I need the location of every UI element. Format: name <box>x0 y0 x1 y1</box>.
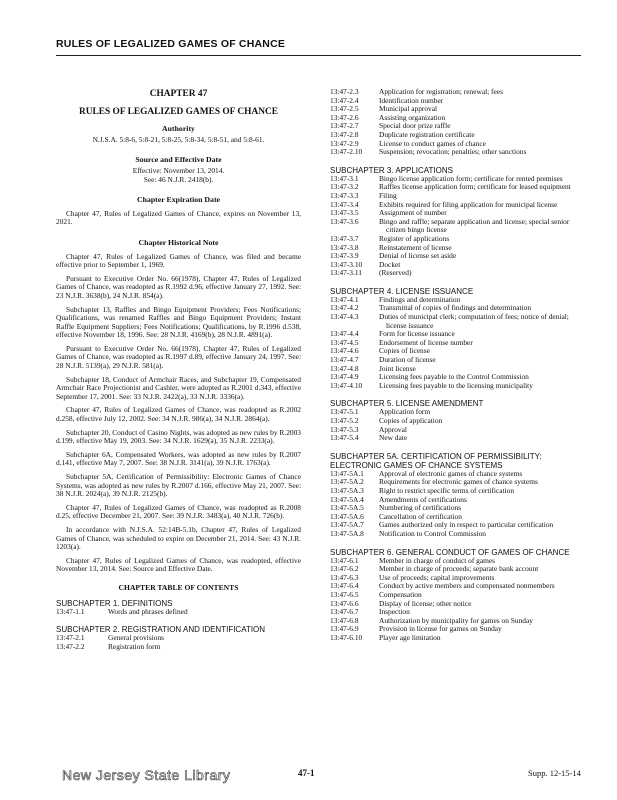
source-heading: Source and Effective Date <box>135 155 222 165</box>
subchapter-heading: SUBCHAPTER 6. GENERAL CONDUCT OF GAMES OF CHANCE <box>330 547 570 557</box>
section-title: Form for license issuance <box>379 329 455 339</box>
section-number: 13:47-5.3 <box>330 424 359 434</box>
toc-entry <box>330 530 582 539</box>
section-title: Notification to Control Commission <box>379 528 486 538</box>
page-number: 47-1 <box>298 768 315 778</box>
header-rule <box>56 55 581 56</box>
expiration-text: Chapter 47, Rules of Legalized Games of Chance, expires on November 13, 2021. <box>56 208 301 227</box>
section-title: Member in charge of conduct of games <box>379 555 496 565</box>
section-number: 13:47-5A.8 <box>330 528 364 538</box>
section-title: Display of license; other notice <box>379 598 472 608</box>
section-number: 13:47-3.1 <box>330 173 359 183</box>
toc-entry <box>330 434 582 443</box>
section-number: 13:47-6.2 <box>330 564 359 574</box>
section-number: 13:47-6.8 <box>330 615 359 625</box>
history-paragraph: In accordance with N.J.S.A. 52:14B-5.1b, Chapter 47, Rules of Legalized Games of Chance, was scheduled to expire on December 21, 2014. See: 43 N.J.R. 1203(a). <box>56 524 301 552</box>
section-number: 13:47-2.3 <box>330 87 359 96</box>
section-number: 13:47-6.5 <box>330 589 359 599</box>
right-column <box>330 88 582 642</box>
left-column <box>56 88 301 651</box>
authority-text: N.J.S.A. 5:8-6, 5:8-21, 5:8-25, 5:8-34, 5:8-51, and 5:8-61. <box>92 134 265 144</box>
section-title: Games authorized only in respect to particular certification <box>379 520 554 530</box>
section-title: Use of proceeds; capital improvements <box>379 572 495 582</box>
section-number: 13:47-5.2 <box>330 416 359 425</box>
section-number: 13:47-5A.5 <box>330 503 364 513</box>
toc-entry <box>56 643 301 652</box>
section-number: 13:47-5A.3 <box>330 485 364 495</box>
section-title: Exhibits required for filing application for municipal license <box>379 199 558 209</box>
section-title: Joint license <box>379 363 416 373</box>
subchapter-heading: SUBCHAPTER 5A. CERTIFICATION OF PERMISSIBILITY: ELECTRONIC GAMES OF CHANCE SYSTEMS <box>330 451 542 470</box>
section-title: Words and phrases defined <box>108 606 188 616</box>
section-title: Raffles license application form; certificate for leased equipment <box>379 182 571 192</box>
history-paragraph: Pursuant to Executive Order No. 66(1978), Chapter 47, Rules of Legalized Games of Chance, was readopted as R.1997 d.89, effective January 24, 1997. See: 28 N.J.R. 5139(a), 29 N.J.R. 581(a). <box>56 343 301 371</box>
section-title: Copies of license <box>379 346 430 356</box>
section-number: 13:47-3.3 <box>330 190 359 200</box>
section-title: Identification number <box>379 95 444 105</box>
section-number: 13:47-3.9 <box>330 251 359 261</box>
library-watermark: New Jersey State Library <box>62 767 231 783</box>
section-number: 13:47-5A.1 <box>330 468 364 478</box>
toc-entry <box>330 382 582 391</box>
section-number: 13:47-4.2 <box>330 303 359 313</box>
section-title: Numbering of certifications <box>379 503 462 513</box>
section-title: Duties of municipal clerk; computation of fees; notice of denial; license issuance <box>379 312 569 330</box>
section-number: 13:47-5.1 <box>330 407 359 417</box>
toc-entry <box>330 252 582 261</box>
section-number: 13:47-3.11 <box>330 268 362 278</box>
toc-entry <box>330 356 582 365</box>
toc-entry <box>56 634 301 643</box>
section-title: Docket <box>379 259 401 269</box>
history-paragraph: Subchapter 5A, Certification of Permissibility: Electronic Games of Chance Systems, was adopted as new rules by R.2007 d.166, effective May 21, 2007. See: 38 N.J.R. 2024(a), 39 N.J.R. 2125(b). <box>56 472 301 499</box>
chapter-number: CHAPTER 47 <box>149 89 208 99</box>
section-title: Player age limitation <box>379 632 441 642</box>
section-title: Amendments of certifications <box>379 494 467 504</box>
history-paragraph: Chapter 47, Rules of Legalized Games of Chance, was readopted as R.2002 d.258, effective July 12, 2002. See: 34 N.J.R. 986(a), 34 N.J.R. 2864(a). <box>56 405 301 424</box>
toc-heading: CHAPTER TABLE OF CONTENTS <box>118 582 239 592</box>
history-paragraph: Subchapter 6A, Compensated Workers, was adopted as new rules by R.2007 d.141, effective May 7, 2007. See: 38 N.J.R. 3141(a), 39 N.J.R. 1763(a). <box>56 449 301 468</box>
section-title: Endorsement of license number <box>379 337 473 347</box>
toc-entry <box>330 582 582 591</box>
section-number: 13:47-2.1 <box>56 633 85 643</box>
section-number: 13:47-4.5 <box>330 337 359 347</box>
section-number: 13:47-4.10 <box>330 380 363 390</box>
toc-entry <box>330 417 582 426</box>
toc-entry <box>330 148 582 157</box>
section-title: Special door prize raffle <box>379 121 451 131</box>
history-heading: Chapter Historical Note <box>138 237 219 247</box>
section-number: 13:47-6.9 <box>330 624 359 634</box>
toc-entry <box>330 183 582 192</box>
section-title: Licensing fees payable to the Control Commission <box>379 372 529 382</box>
section-number: 13:47-2.10 <box>330 147 363 157</box>
toc-entry <box>330 625 582 634</box>
section-number: 13:47-3.4 <box>330 199 359 209</box>
section-title: License to conduct games of chance <box>379 138 486 148</box>
section-title: Licensing fees payable to the licensing municipality <box>379 380 533 390</box>
section-number: 13:47-4.6 <box>330 346 359 356</box>
section-number: 13:47-4.4 <box>330 329 359 339</box>
section-number: 13:47-5A.4 <box>330 494 364 504</box>
section-number: 13:47-3.2 <box>330 182 359 192</box>
section-number: 13:47-6.3 <box>330 572 359 582</box>
history-paragraph: Chapter 47, Rules of Legalized Games of Chance, was readopted as R.2008 d.25, effective December 21, 2007. See: 39 N.J.R. 3483(a), 40 N.J.R. 726(b). <box>56 502 301 521</box>
section-number: 13:47-2.9 <box>330 138 359 148</box>
section-number: 13:47-4.8 <box>330 363 359 373</box>
toc-entry <box>330 634 582 643</box>
section-title: Assisting organization <box>379 112 446 122</box>
toc-entry <box>330 105 582 114</box>
section-number: 13:47-6.1 <box>330 555 359 565</box>
section-title: Approval <box>379 424 407 434</box>
section-number: 13:47-6.6 <box>330 598 359 608</box>
section-title: Provision in license for games on Sunday <box>379 624 502 634</box>
toc-entry <box>330 218 582 235</box>
section-title: Conduct by active members and compensated nonmembers <box>379 581 555 591</box>
section-title: Municipal approval <box>379 104 438 114</box>
toc-entry <box>330 347 582 356</box>
toc-entry <box>330 88 582 97</box>
section-number: 13:47-2.5 <box>330 104 359 114</box>
section-number: 13:47-4.9 <box>330 372 359 382</box>
toc-entry <box>330 426 582 435</box>
toc-entry <box>330 244 582 253</box>
section-title: General provisions <box>108 633 165 643</box>
section-number: 13:47-3.10 <box>330 259 363 269</box>
toc-entry <box>330 600 582 609</box>
subchapter-heading: SUBCHAPTER 2. REGISTRATION AND IDENTIFICATION <box>56 625 266 635</box>
running-head: RULES OF LEGALIZED GAMES OF CHANCE <box>56 38 286 50</box>
toc-entry <box>330 269 582 278</box>
section-title: Authorization by municipality for games on Sunday <box>379 615 533 625</box>
section-title: Duplicate registration certificate <box>379 129 475 139</box>
section-title: Reinstatement of license <box>379 242 452 252</box>
section-number: 13:47-3.6 <box>330 216 359 226</box>
section-title: (Reserved) <box>379 268 412 278</box>
toc-left <box>56 599 301 652</box>
toc-entry <box>330 313 582 330</box>
section-title: Register of applications <box>379 233 450 243</box>
section-number: 13:47-2.8 <box>330 129 359 139</box>
toc-entry <box>330 339 582 348</box>
section-title: Right to restrict specific terms of certification <box>379 485 515 495</box>
section-number: 13:47-3.7 <box>330 233 359 243</box>
section-number: 13:47-4.7 <box>330 355 359 365</box>
subchapter-heading: SUBCHAPTER 4. LICENSE ISSUANCE <box>330 286 474 296</box>
section-number: 13:47-3.5 <box>330 208 359 218</box>
source-line-2: See: 46 N.J.R. 2418(b). <box>143 174 214 184</box>
section-title: Denial of license set aside <box>379 251 457 261</box>
history-paragraph: Pursuant to Executive Order No. 66(1978), Chapter 47, Rules of Legalized Games of Chance, was readopted as R.1992 d.96, effective January 27, 1992. See: 23 N.J.R. 3638(b), 24 N.J.R. 854(a). <box>56 273 301 300</box>
section-number: 13:47-5A.7 <box>330 520 364 530</box>
section-title: Compensation <box>379 589 422 599</box>
section-title: Bingo license application form; certificate for rented premises <box>379 173 563 183</box>
history-notes <box>56 253 301 574</box>
section-number: 13:47-4.3 <box>330 312 359 322</box>
subchapter-heading: SUBCHAPTER 5. LICENSE AMENDMENT <box>330 399 484 409</box>
history-paragraph: Subchapter 13, Raffles and Bingo Equipment Providers; Fees Notifications; Qualifications, was renamed Raffles and Bingo Equipment Providers; Instant Raffle Equipment Suppliers; Fees Notifications; Qualifications, by R.1996 d.538, effective November 18, 1996. See: 28 N.J.R. 4169(b), 28 N.J.R. 4891(a). <box>56 304 301 340</box>
toc-right <box>330 166 582 643</box>
history-paragraph: Subchapter 18, Conduct of Armchair Races, and Subchapter 19, Compensated Armchair Race Projectionist and Cashier, were adopted as R.2001 d.343, effective September 17, 2001. See: 33 N.J.R. 2422(a), 33 N.J.R. 3336(a). <box>56 374 301 401</box>
subchapter-heading: SUBCHAPTER 1. DEFINITIONS <box>56 598 173 608</box>
section-title: Findings and determination <box>379 294 461 304</box>
section-number: 13:47-5A.6 <box>330 511 364 521</box>
section-title: Requirements for electronic games of chance systems <box>379 477 538 487</box>
section-number: 13:47-2.2 <box>56 641 85 651</box>
authority-heading: Authority <box>162 124 195 134</box>
section-title: Bingo and raffle; separate application and license; special senior citizen bingo license <box>379 216 570 235</box>
section-number: 13:47-6.10 <box>330 632 363 642</box>
expiration-heading: Chapter Expiration Date <box>136 195 221 205</box>
toc-entry <box>330 408 582 417</box>
section-title: Cancellation of certification <box>379 511 462 521</box>
toc-entry <box>330 97 582 106</box>
section-title: Member in charge of proceeds; separate bank account <box>379 564 539 574</box>
toc-entry <box>330 235 582 244</box>
section-number: 13:47-1.1 <box>56 606 85 616</box>
source-line-1: Effective: November 13, 2014. <box>132 165 225 175</box>
section-title: Application for registration; renewal; fees <box>379 87 503 96</box>
section-number: 13:47-3.8 <box>330 242 359 252</box>
toc-entry <box>330 201 582 210</box>
toc-entry <box>56 608 301 617</box>
section-number: 13:47-6.4 <box>330 581 359 591</box>
section-title: Application form <box>379 407 431 417</box>
chapter-title: RULES OF LEGALIZED GAMES OF CHANCE <box>78 106 279 117</box>
subchapter-heading: SUBCHAPTER 3. APPLICATIONS <box>330 165 453 175</box>
section-title: Inspection <box>379 607 410 617</box>
section-number: 13:47-2.7 <box>330 121 359 131</box>
history-paragraph: Subchapter 20, Conduct of Casino Nights, was adopted as new rules by R.2003 d.199, effective May 19, 2003. See: 34 N.J.R. 1629(a), 35 N.J.R. 2233(a). <box>56 427 301 446</box>
section-title: Copies of application <box>379 416 443 425</box>
section-title: Assignment of number <box>379 208 447 218</box>
section-number: 13:47-4.1 <box>330 294 359 304</box>
section-number: 13:47-5A.2 <box>330 477 364 487</box>
history-paragraph: Chapter 47, Rules of Legalized Games of Chance, was filed and became effective prior to September 1, 1969. <box>56 251 301 270</box>
section-title: Suspension; revocation; penalties; other sanctions <box>379 147 527 157</box>
section-title: Filing <box>379 190 397 200</box>
toc-entry <box>330 114 582 123</box>
section-title: New date <box>379 433 408 443</box>
toc-continuation <box>330 88 582 157</box>
toc-entry <box>330 261 582 270</box>
section-number: 13:47-2.6 <box>330 112 359 122</box>
section-title: Registration form <box>108 641 161 651</box>
section-number: 13:47-2.4 <box>330 95 359 105</box>
section-number: 13:47-6.7 <box>330 607 359 617</box>
supplement-date: Supp. 12-15-14 <box>528 768 581 778</box>
section-title: Transmittal of copies of findings and determination <box>379 303 532 313</box>
history-paragraph: Chapter 47, Rules of Legalized Games of Chance, was readopted, effective November 13, 2014. See: Source and Effective Date. <box>56 555 301 574</box>
section-title: Duration of license <box>379 355 436 365</box>
section-number: 13:47-5.4 <box>330 433 359 443</box>
section-title: Approval of electronic games of chance systems <box>379 468 523 478</box>
